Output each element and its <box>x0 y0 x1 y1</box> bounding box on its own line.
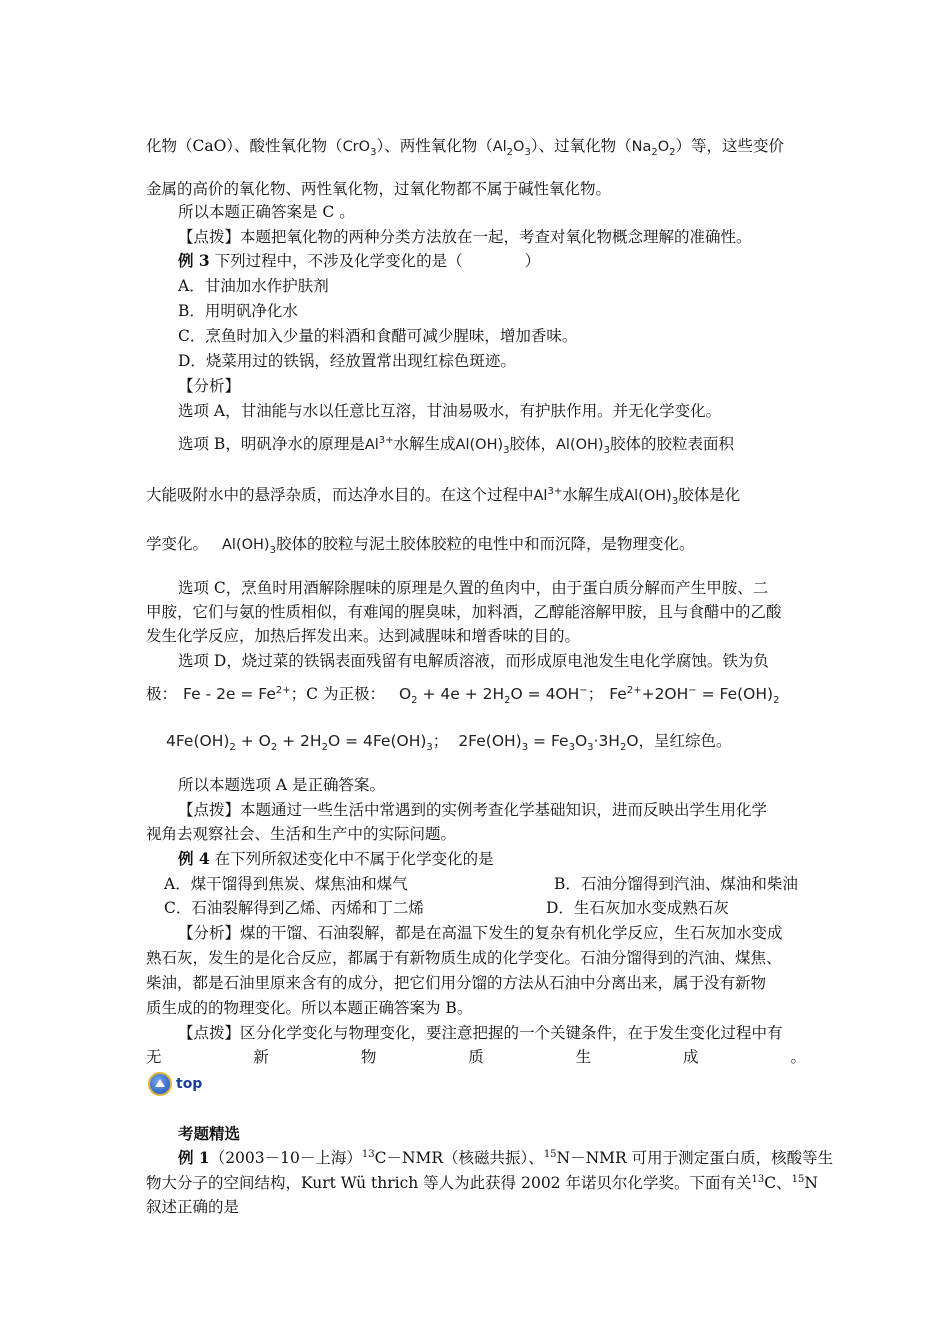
text: 化物（CaO）、酸性氧化物（ <box>146 137 343 155</box>
example-heading: 例 1（2003－10－上海）$^{13}$C－NMR（核磁共振）、$^{15}$N－NMR 可用于测定蛋白质，核酸等生 <box>178 1148 834 1167</box>
option-a: A．煤干馏得到焦炭、煤焦油和煤气 <box>164 875 408 893</box>
formula-na2o2: $Na_2O_2$ <box>631 139 676 158</box>
para-line: 学变化。 $Al(OH)_3$胶体的胶粒与泥土胶体胶粒的电性中和而沉降，是物理变化。 <box>146 535 695 556</box>
formula-aloh3: $Al(OH)_3$ <box>222 537 276 556</box>
example-heading: 例 4 在下列所叙述变化中不属于化学变化的是 <box>178 849 494 868</box>
text: ）、过氧化物（ <box>530 137 632 155</box>
equation-line: 极： $Fe - 2e = Fe^{2+}$；C 为正极： $O_2 + 4e + 2H_2O = 4OH^-$； $Fe^{2+}+2OH^- = Fe(OH)_2$ <box>146 684 780 707</box>
para-line: 大能吸附水中的悬浮杂质，而达净水目的。在这个过程中$Al^{3+}$水解生成$Al(OH)_3$胶体是化 <box>146 486 741 507</box>
para-line: 【分析】煤的干馏、石油裂解，都是在高温下发生的复杂有机化学反应，生石灰加水变成 <box>178 924 783 942</box>
para-line: 选项 A，甘油能与水以任意比互溶，甘油易吸水，有护肤作用。并无化学变化。 <box>178 402 722 420</box>
equation-precipitate: $Fe^{2+}+2OH^- = Fe(OH)_2$ <box>609 684 780 707</box>
option-d: D．烧菜用过的铁锅，经放置常出现红棕色斑迹。 <box>178 352 516 370</box>
formula-al2o3: $Al_2O_3$ <box>492 139 531 158</box>
formula-aloh3: $Al(OH)_3$ <box>624 488 679 507</box>
para-line: 质生成的的物理变化。所以本题正确答案为 B。 <box>146 999 473 1017</box>
option-c: C．烹鱼时加入少量的料酒和食醋可减少腥味，增加香味。 <box>178 327 578 345</box>
para-line: 金属的高价的氧化物、两性氧化物，过氧化物都不属于碱性氧化物。 <box>146 180 612 198</box>
para-line: 所以本题正确答案是 C 。 <box>178 203 355 221</box>
example-label: 例 4 <box>178 849 210 868</box>
para-line: 所以本题选项 A 是正确答案。 <box>178 776 386 794</box>
option-c: C．石油裂解得到乙烯、丙烯和丁二烯 <box>164 899 424 917</box>
para-line <box>146 135 806 158</box>
equation-cathode: $O_2 + 4e + 2H_2O = 4OH^-$ <box>398 684 588 707</box>
para-line: 视角去观察社会、生活和生产中的实际问题。 <box>146 825 457 843</box>
equation-anode: $Fe - 2e = Fe^{2+}$ <box>183 684 291 703</box>
para-line: 选项 D，烧过菜的铁锅表面残留有电解质溶液，而形成原电池发生电化学腐蚀。铁为负 <box>178 652 769 670</box>
text: ）、两性氧化物（ <box>376 137 493 155</box>
para-line: 【点拨】区分化学变化与物理变化，要注意把握的一个关键条件，在于发生变化过程中有 <box>178 1024 783 1042</box>
example-label: 例 3 <box>178 251 210 270</box>
option-d: D．生石灰加水变成熟石灰 <box>546 899 729 917</box>
formula-aloh3: $Al(OH)_3$ <box>455 437 510 456</box>
option-a: A．甘油加水作护肤剂 <box>178 277 329 295</box>
top-label: top <box>176 1076 203 1092</box>
para-line: 柴油，都是石油里原来含有的成分，把它们用分馏的方法从石油中分离出来，属于没有新物 <box>146 974 767 992</box>
formula-aloh3: $Al(OH)_3$ <box>556 437 610 456</box>
para-line: 物大分子的空间结构，Kurt Wü thrich 等人为此获得 2002 年诺贝尔化学奖。下面有关$^{13}$C、$^{15}$N <box>146 1173 818 1192</box>
back-to-top-button[interactable] <box>148 1071 202 1097</box>
option-b: B．石油分馏得到汽油、煤油和柴油 <box>554 875 798 893</box>
para-line: 选项 B，明矾净水的原理是$Al^{3+}$水解生成$Al(OH)_3$胶体，$Al(OH)_3$胶体的胶粒表面积 <box>178 435 734 456</box>
text: 下列过程中，不涉及化学变化的是（ ） <box>209 252 541 270</box>
analysis-heading: 【分析】 <box>178 377 241 395</box>
para-line: 发生化学反应，加热后挥发出来。达到减腥味和增香味的目的。 <box>146 627 581 645</box>
example-label: 例 1 <box>178 1148 210 1167</box>
para-line: 熟石灰，发生的是化合反应，都属于有新物质生成的化学变化。石油分馏得到的汽油、煤焦、 <box>146 949 782 967</box>
section-heading: 考题精选 <box>178 1124 241 1143</box>
equation-oxidation: $4Fe(OH)_2 + O_2 + 2H_2O = 4Fe(OH)_3$ <box>166 732 433 754</box>
equation-rust: $2Fe(OH)_3 = Fe_3O_3\cdot 3H_2O$ <box>458 732 639 754</box>
formula-cro3: CrO$_3$ <box>342 139 377 158</box>
equation-line: $4Fe(OH)_2 + O_2 + 2H_2O = 4Fe(OH)_3$； $2Fe(OH)_3 = Fe_3O_3\cdot 3H_2O$，呈红综色。 <box>166 732 732 754</box>
option-b: B．用明矾净化水 <box>178 302 298 320</box>
para-line: 【点拨】本题把氧化物的两种分类方法放在一起，考查对氧化物概念理解的准确性。 <box>178 228 752 246</box>
text: ）等，这些变价 <box>675 137 785 155</box>
formula-al3plus: $Al^{3+}$ <box>533 486 563 504</box>
para-line: 甲胺，它们与氨的性质相似，有难闻的腥臭味，加料酒，乙醇能溶解甲胺，且与食醋中的乙酸 <box>146 603 782 621</box>
para-line: 选项 C，烹鱼时用酒解除腥味的原理是久置的鱼肉中，由于蛋白质分解而产生甲胺、二 <box>178 579 769 597</box>
up-arrow-icon <box>148 1072 172 1096</box>
para-line: 叙述正确的是 <box>146 1198 240 1216</box>
para-line: 【点拨】本题通过一些生活中常遇到的实例考查化学基础知识，进而反映出学生用化学 <box>178 801 768 819</box>
justified-line: 无 新 物 质 生 成 。 <box>146 1048 806 1066</box>
example-heading <box>178 250 806 272</box>
formula-al3plus: $Al^{3+}$ <box>364 435 394 453</box>
